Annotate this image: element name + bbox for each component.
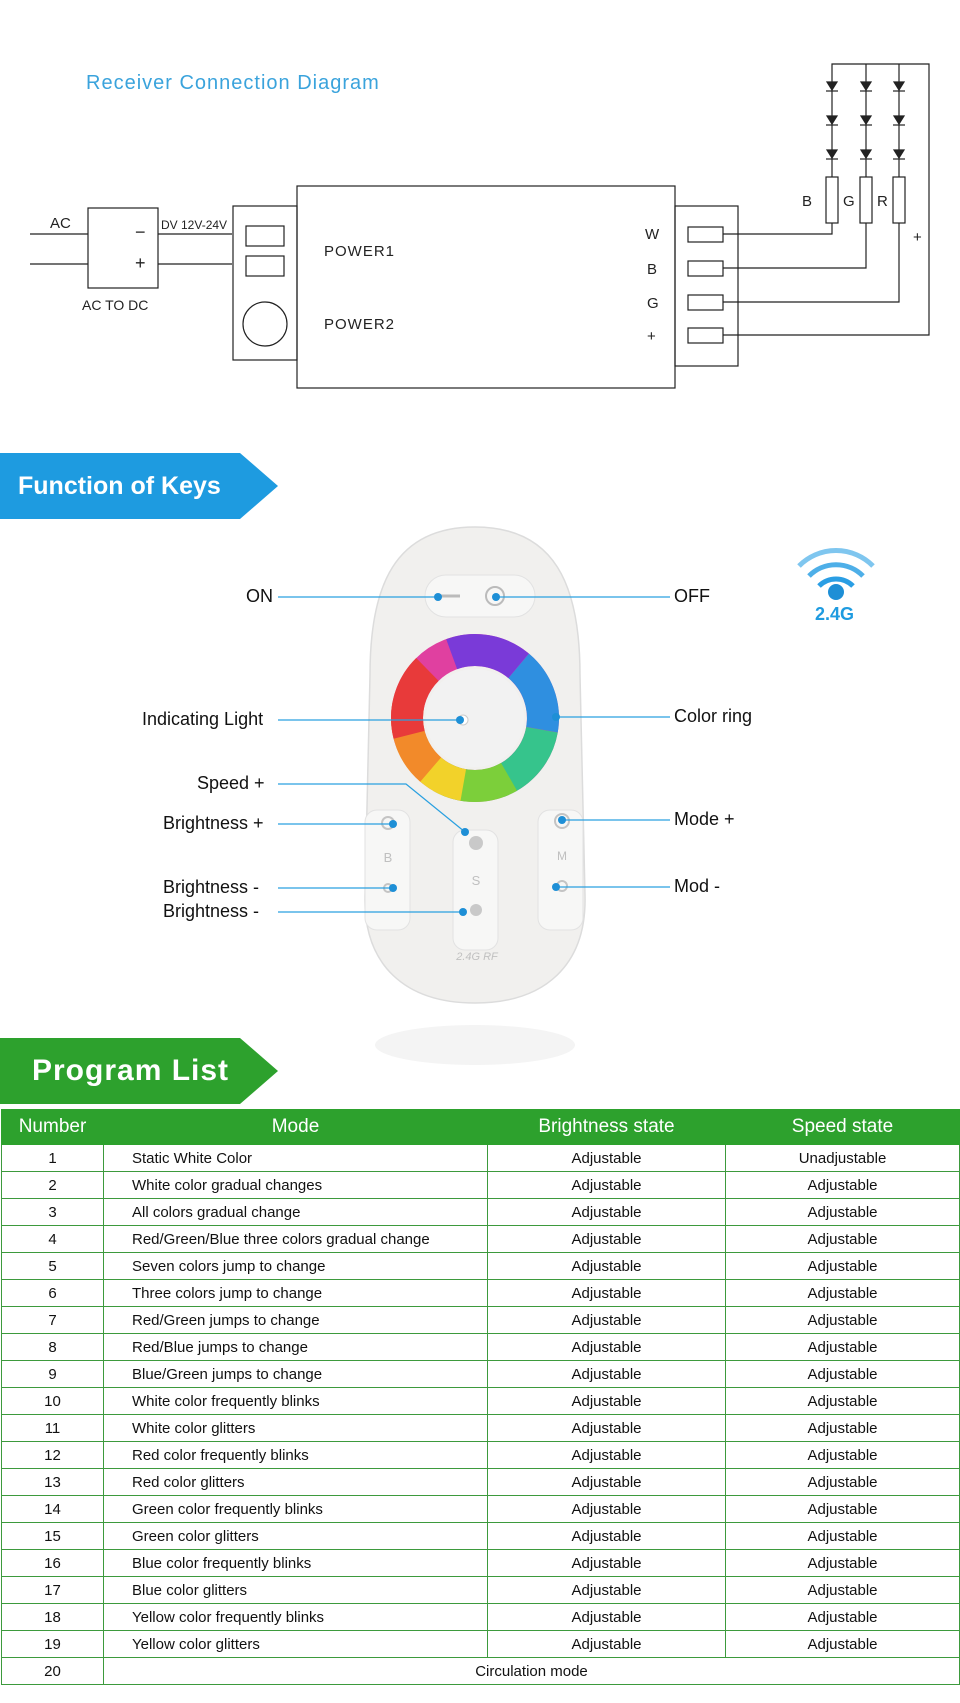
cell-brightness: Adjustable <box>488 1253 726 1280</box>
cell-mode: Blue color frequently blinks <box>104 1550 488 1577</box>
table-row <box>2 1226 960 1253</box>
table-row <box>2 1253 960 1280</box>
cell-speed: Unadjustable <box>726 1145 960 1172</box>
cell-brightness: Adjustable <box>488 1604 726 1631</box>
table-row <box>2 1307 960 1334</box>
terminal-plus: + <box>647 328 656 345</box>
cell-brightness: Adjustable <box>488 1415 726 1442</box>
cell-mode: White color frequently blinks <box>104 1388 488 1415</box>
label-brightness-plus: Brightness + <box>163 813 264 833</box>
cell-number: 18 <box>2 1604 104 1631</box>
cell-speed: Adjustable <box>726 1388 960 1415</box>
cell-mode: Green color glitters <box>104 1523 488 1550</box>
plus-label: + <box>135 253 146 273</box>
terminal-g: G <box>647 295 659 312</box>
program-banner-title: Program List <box>32 1054 230 1087</box>
table-header-row <box>2 1110 960 1145</box>
table-row <box>2 1145 960 1172</box>
remote-rf-text: 2.4G RF <box>456 951 498 963</box>
cell-mode: Yellow color frequently blinks <box>104 1604 488 1631</box>
table-row <box>2 1388 960 1415</box>
table-row <box>2 1172 960 1199</box>
cell-speed: Adjustable <box>726 1307 960 1334</box>
cell-speed: Adjustable <box>726 1334 960 1361</box>
table-row <box>2 1442 960 1469</box>
cell-brightness: Adjustable <box>488 1442 726 1469</box>
label-brightness-minus-2: Brightness - <box>163 901 260 921</box>
ac-to-dc-label: AC TO DC <box>82 297 149 313</box>
led-plus-label: + <box>913 229 922 246</box>
ac-label: AC <box>50 215 71 232</box>
header-number: Number <box>2 1110 104 1145</box>
table-row <box>2 1604 960 1631</box>
cell-number: 3 <box>2 1199 104 1226</box>
cell-mode: Red/Green/Blue three colors gradual change <box>104 1226 488 1253</box>
cell-number: 16 <box>2 1550 104 1577</box>
cell-brightness: Adjustable <box>488 1226 726 1253</box>
cell-speed: Adjustable <box>726 1523 960 1550</box>
table-row <box>2 1415 960 1442</box>
remote-s-letter: S <box>471 873 481 888</box>
table-row <box>2 1496 960 1523</box>
cell-speed: Adjustable <box>726 1415 960 1442</box>
label-mode-plus: Mode + <box>674 809 735 829</box>
cell-mode: White color glitters <box>104 1415 488 1442</box>
terminal-b: B <box>647 261 658 278</box>
cell-mode: Seven colors jump to change <box>104 1253 488 1280</box>
cell-mode: Static White Color <box>104 1145 488 1172</box>
cell-number: 10 <box>2 1388 104 1415</box>
cell-number: 1 <box>2 1145 104 1172</box>
label-on: ON <box>246 586 273 606</box>
cell-speed: Adjustable <box>726 1253 960 1280</box>
label-off: OFF <box>674 586 710 606</box>
cell-mode: Red color frequently blinks <box>104 1442 488 1469</box>
header-brightness: Brightness state <box>488 1110 726 1145</box>
cell-speed: Adjustable <box>726 1496 960 1523</box>
minus-label: − <box>135 222 146 242</box>
cell-speed: Adjustable <box>726 1442 960 1469</box>
cell-speed: Adjustable <box>726 1469 960 1496</box>
table-row-last <box>2 1658 960 1685</box>
header-speed: Speed state <box>726 1110 960 1145</box>
cell-number: 13 <box>2 1469 104 1496</box>
power1-label: POWER1 <box>324 243 396 260</box>
cell-brightness: Adjustable <box>488 1523 726 1550</box>
cell-mode: Blue/Green jumps to change <box>104 1361 488 1388</box>
table-row <box>2 1523 960 1550</box>
cell-mode: Red color glitters <box>104 1469 488 1496</box>
cell-brightness: Adjustable <box>488 1307 726 1334</box>
cell-brightness: Adjustable <box>488 1172 726 1199</box>
wifi-icon <box>795 548 877 604</box>
cell-brightness: Adjustable <box>488 1145 726 1172</box>
cell-mode: Green color frequently blinks <box>104 1496 488 1523</box>
remote-b-letter: B <box>383 850 393 865</box>
table-row <box>2 1280 960 1307</box>
cell-mode: White color gradual changes <box>104 1172 488 1199</box>
cell-number: 8 <box>2 1334 104 1361</box>
cell-speed: Adjustable <box>726 1172 960 1199</box>
label-indicating-light: Indicating Light <box>142 709 264 729</box>
led-label-b: B <box>802 193 813 210</box>
cell-brightness: Adjustable <box>488 1550 726 1577</box>
table-row <box>2 1631 960 1658</box>
keys-banner-title: Function of Keys <box>18 472 221 500</box>
label-brightness-minus: Brightness - <box>163 877 260 897</box>
label-mod-minus: Mod - <box>674 876 721 896</box>
table-row <box>2 1361 960 1388</box>
cell-number: 19 <box>2 1631 104 1658</box>
cell-mode: Yellow color glitters <box>104 1631 488 1658</box>
diagram-title: Receiver Connection Diagram <box>86 72 380 94</box>
cell-speed: Adjustable <box>726 1361 960 1388</box>
table-row <box>2 1334 960 1361</box>
label-speed-plus: Speed + <box>197 773 265 793</box>
terminal-w: W <box>645 226 660 243</box>
cell-mode: Three colors jump to change <box>104 1280 488 1307</box>
cell-number: 4 <box>2 1226 104 1253</box>
cell-brightness: Adjustable <box>488 1496 726 1523</box>
cell-speed: Adjustable <box>726 1226 960 1253</box>
program-table <box>1 1109 960 1685</box>
power2-label: POWER2 <box>324 316 396 333</box>
cell-brightness: Adjustable <box>488 1469 726 1496</box>
cell-speed: Adjustable <box>726 1604 960 1631</box>
cell-number: 20 <box>2 1658 104 1685</box>
cell-number: 12 <box>2 1442 104 1469</box>
cell-number: 5 <box>2 1253 104 1280</box>
cell-number: 15 <box>2 1523 104 1550</box>
cell-brightness: Adjustable <box>488 1199 726 1226</box>
table-row <box>2 1577 960 1604</box>
dv-label: DV 12V-24V <box>161 218 228 232</box>
cell-brightness: Adjustable <box>488 1388 726 1415</box>
cell-mode: Blue color glitters <box>104 1577 488 1604</box>
led-label-g: G <box>843 193 855 210</box>
cell-number: 6 <box>2 1280 104 1307</box>
cell-brightness: Adjustable <box>488 1334 726 1361</box>
header-mode: Mode <box>104 1110 488 1145</box>
cell-speed: Adjustable <box>726 1199 960 1226</box>
table-row <box>2 1469 960 1496</box>
cell-number: 2 <box>2 1172 104 1199</box>
cell-mode: Red/Green jumps to change <box>104 1307 488 1334</box>
cell-brightness: Adjustable <box>488 1577 726 1604</box>
table-row <box>2 1550 960 1577</box>
cell-number: 14 <box>2 1496 104 1523</box>
label-color-ring: Color ring <box>674 706 753 726</box>
led-label-r: R <box>877 193 888 210</box>
cell-number: 17 <box>2 1577 104 1604</box>
cell-mode: Red/Blue jumps to change <box>104 1334 488 1361</box>
table-row <box>2 1199 960 1226</box>
cell-brightness: Adjustable <box>488 1631 726 1658</box>
cell-mode: All colors gradual change <box>104 1199 488 1226</box>
cell-speed: Adjustable <box>726 1550 960 1577</box>
cell-speed: Adjustable <box>726 1280 960 1307</box>
cell-brightness: Adjustable <box>488 1280 726 1307</box>
cell-mode-circulation: Circulation mode <box>104 1658 960 1685</box>
cell-number: 9 <box>2 1361 104 1388</box>
cell-number: 11 <box>2 1415 104 1442</box>
cell-brightness: Adjustable <box>488 1361 726 1388</box>
cell-speed: Adjustable <box>726 1631 960 1658</box>
cell-speed: Adjustable <box>726 1577 960 1604</box>
remote-m-letter: M <box>557 849 567 863</box>
wifi-label: 2.4G <box>815 604 855 624</box>
cell-number: 7 <box>2 1307 104 1334</box>
